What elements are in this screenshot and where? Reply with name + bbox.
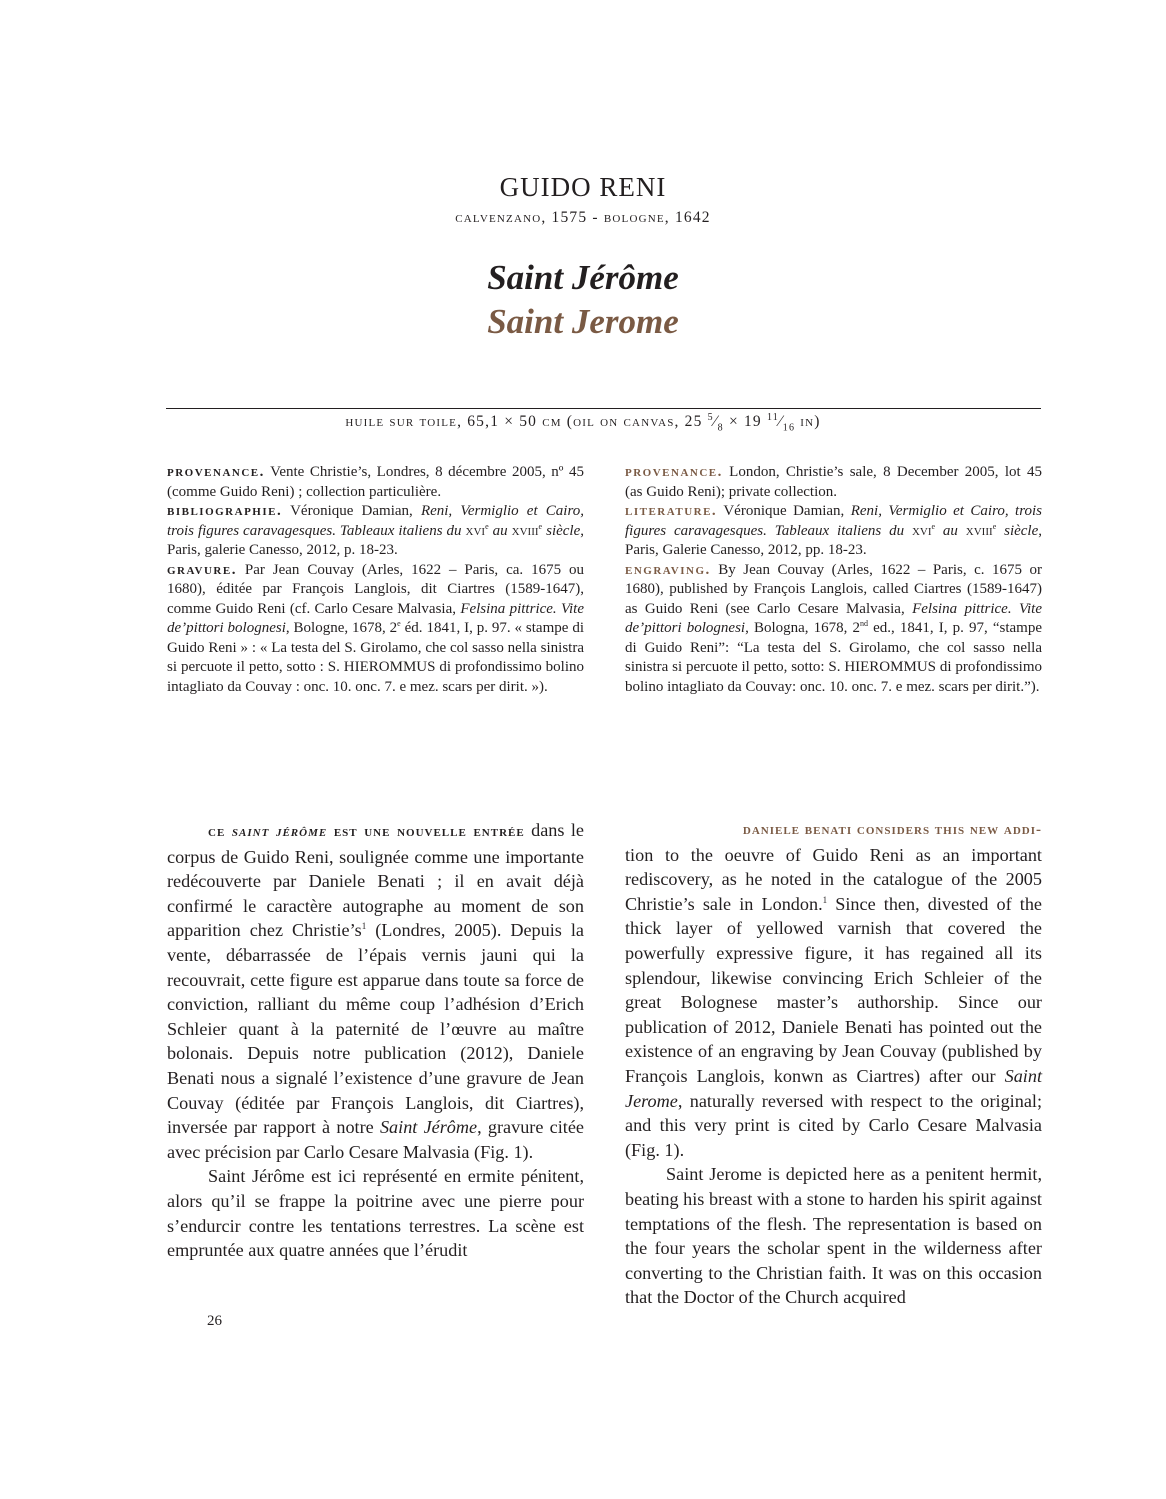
engraving-en: engraving. By Jean Couvay (Arles, 1622 – Paris, c. 1675 or 1680), published by François Langlois, called Ciartres (1589-1647) as Guido Reni (see Carlo Cesare Malvasia, Felsina pittrice. Vite de’pittori bolognesi, Bologna, 1678, 2nd ed., 1841, I, p. 97, “stampe di Guido Reni”: “La testa del S. Girolamo, che col sasso nella sinistra si percuote il petto, sotto: S. HIEROMMUS di profondissimo bolino intagliato da Couvay: onc. 10. onc. 7. e mez. scars per dirit.”).: [625, 561, 1043, 695]
provenance-label: provenance.: [625, 464, 723, 480]
body-text-french: [167, 818, 584, 1263]
bibliographie-label: bibliographie.: [167, 503, 283, 519]
footnote-ref: 1: [361, 921, 367, 932]
gravure-label: gravure.: [167, 561, 237, 578]
artist-name: GUIDO RENI: [499, 172, 667, 202]
provenance-label: provenance.: [167, 464, 265, 480]
paragraph-fr-1: ce saint jérôme est une nouvelle entrée dans le corpus de Guido Reni, soulignée comme une importante redécouverte par Daniele Benati ; il en avait déjà confirmé le caractère autographe au moment de son apparition chez $Christie’s^1$ (Londres, 2005). Depuis la vente, débarrassée de l’épais vernis jauni qui la recouvrait, cette figure est apparue dans toute sa force de conviction, ralliant du même coup l’adhésion d’Erich Schleier quant à la paternité de l’œuvre au maître bolonais. Depuis notre publication (2012), Daniele Benati nous a signalé l’existence d’une gravure de Jean Couvay (éditée par François Langlois, dit Ciartres), inversée par rapport à notre Saint Jérôme, gravure citée avec précision par Carlo Cesare Malvasia (Fig. 1).: [167, 820, 584, 1162]
provenance-fr: provenance. Vente Christie’s, Londres, 8 décembre 2005, nº 45 (comme Guido Reni) ; collection particulière.: [167, 464, 584, 500]
engraving-label: engraving.: [625, 561, 711, 578]
bibliographie-fr: bibliographie. Véronique Damian, Reni, Vermiglio et Cairo, trois figures caravagesques. Tableaux italiens du xvi$^e$ au xviii$^e$ siècle, Paris, galerie Canesso, 2012, p. 18-23.: [167, 503, 584, 558]
horizontal-rule: [166, 408, 1041, 409]
provenance-en: provenance. London, Christie’s sale, 8 December 2005, lot 45 (as Guido Reni); private collection.: [625, 464, 1042, 500]
notes-french: [167, 463, 584, 697]
body-text-english: [625, 818, 1042, 1310]
paragraph-en-1: daniele benati considers this new addi- tion to the oeuvre of Guido Reni as an important rediscovery, as he noted in the catalogue of the 2005 Christie’s sale in London.$^1$ Since then, divested of the thick layer of yellowed varnish that covered the powerfully expressive figure, it has regained all its splendour, likewise convincing Erich Schleier of the great Bolognese master’s authorship. Since our publication of 2012, Daniele Benati has pointed out the existence of an engraving by Jean Couvay (published by François Langlois, konwn as Ciartres) after our Saint Jerome, naturally reversed with respect to the original; and this very print is cited by Carlo Cesare Malvasia (Fig. 1).: [625, 818, 1042, 1162]
medium-dimensions: huile sur toile, 65,1 × 50 cm (oil on canvas, 25 $^5⁄_8 \times 19$ $^{11}⁄_{16}$ in): [345, 412, 821, 434]
page-number: 26: [207, 1313, 222, 1329]
notes-english: [625, 463, 1042, 697]
paragraph-en-2: Saint Jerome is depicted here as a penitent hermit, beating his breast with a stone to harden his spirit against temptations of the flesh. The representation is based on the four years the scholar spent in the wilderness after converting to the Christian faith. It was on this occasion that the Doctor of the Church acquired: [625, 1164, 1042, 1308]
gravure-fr: gravure. Par Jean Couvay (Arles, 1622 – Paris, ca. 1675 ou 1680), éditée par François Langlois, dit Ciartres (1589-1647), comme Guido Reni (cf. Carlo Cesare Malvasia, Felsina pittrice. Vite de’pittori bolognesi, Bologne, 1678, 2e éd. 1841, I, p. 97. « stampe di Guido Reni » : « La testa del S. Girolamo, che col sasso nella sinistra si percuote il petto, sotto : S. HIEROMMUS di profondissimo bolino intagliato da Couvay : onc. 10. onc. 7. e mez. scars per dirit. »).: [167, 561, 585, 695]
footnote-ref: 1: [822, 894, 828, 905]
title-french: Saint Jérôme: [487, 258, 679, 297]
paragraph-fr-2: Saint Jérôme est ici représenté en ermite pénitent, alors qu’il se frappe la poitrine avec une pierre pour s’endurcir contre les tentations terrestres. La scène est empruntée aux quatre années que l’érudit: [167, 1166, 584, 1261]
literature-label: literature.: [625, 503, 718, 519]
lead-in-en: daniele benati considers this new addi-: [742, 822, 1042, 838]
lead-in-fr: ce saint jérôme est une nouvelle entrée: [208, 824, 525, 840]
title-english: Saint Jerome: [487, 302, 679, 341]
literature-en: literature. Véronique Damian, Reni, Vermiglio et Cairo, trois figures caravagesques. Tableaux italiens du xvi$^e$ au xviii$^e$ siècle, Paris, Galerie Canesso, 2012, pp. 18-23.: [625, 503, 1043, 558]
artist-lifespan: calvenzano, 1575 - bologne, 1642: [455, 209, 711, 226]
